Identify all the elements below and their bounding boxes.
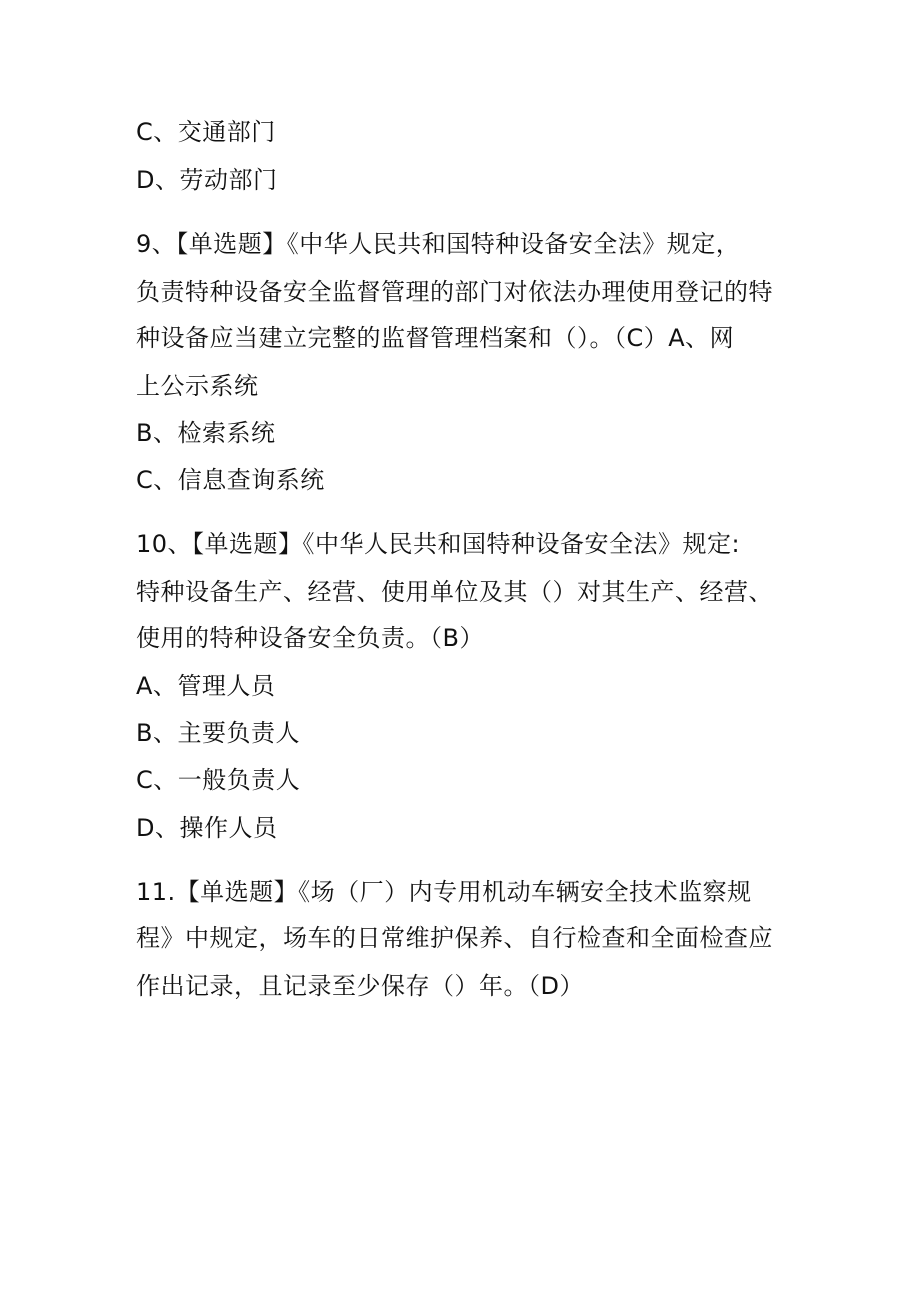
q9-stem-line-1: 9、【单选题】《中华人民共和国特种设备安全法》规定， (136, 230, 741, 258)
q11-stem-line-3: 作出记录，且记录至少保存（）年。（D） (136, 972, 584, 1000)
q9-stem-line-2: 负责特种设备安全监督管理的部门对依法办理使用登记的特 (136, 278, 773, 306)
q10-option-c: C、一般负责人 (136, 766, 301, 794)
q10-stem-line-1: 10、【单选题】《中华人民共和国特种设备安全法》规定: (136, 530, 741, 558)
q8-option-c: C、交通部门 (136, 118, 276, 146)
q9-option-b: B、检索系统 (136, 419, 276, 447)
q10-stem-line-2: 特种设备生产、经营、使用单位及其（）对其生产、经营、 (136, 578, 773, 606)
q10-stem-line-3: 使用的特种设备安全负责。（B） (136, 624, 484, 652)
q11-stem-line-1: 11.【单选题】《场（厂）内专用机动车辆安全技术监察规 (136, 878, 752, 906)
q8-option-d: D、劳动部门 (136, 166, 278, 194)
q11-stem-line-2: 程》中规定，场车的日常维护保养、自行检查和全面检查应 (136, 924, 773, 952)
q9-stem-line-3: 种设备应当建立完整的监督管理档案和（）。（C）A、网 (136, 324, 735, 352)
q10-option-a: A、管理人员 (136, 672, 276, 700)
q10-option-b: B、主要负责人 (136, 719, 300, 747)
q9-option-c: C、信息查询系统 (136, 466, 325, 494)
q10-option-d: D、操作人员 (136, 814, 278, 842)
q9-option-a-continued: 上公示系统 (136, 372, 259, 400)
